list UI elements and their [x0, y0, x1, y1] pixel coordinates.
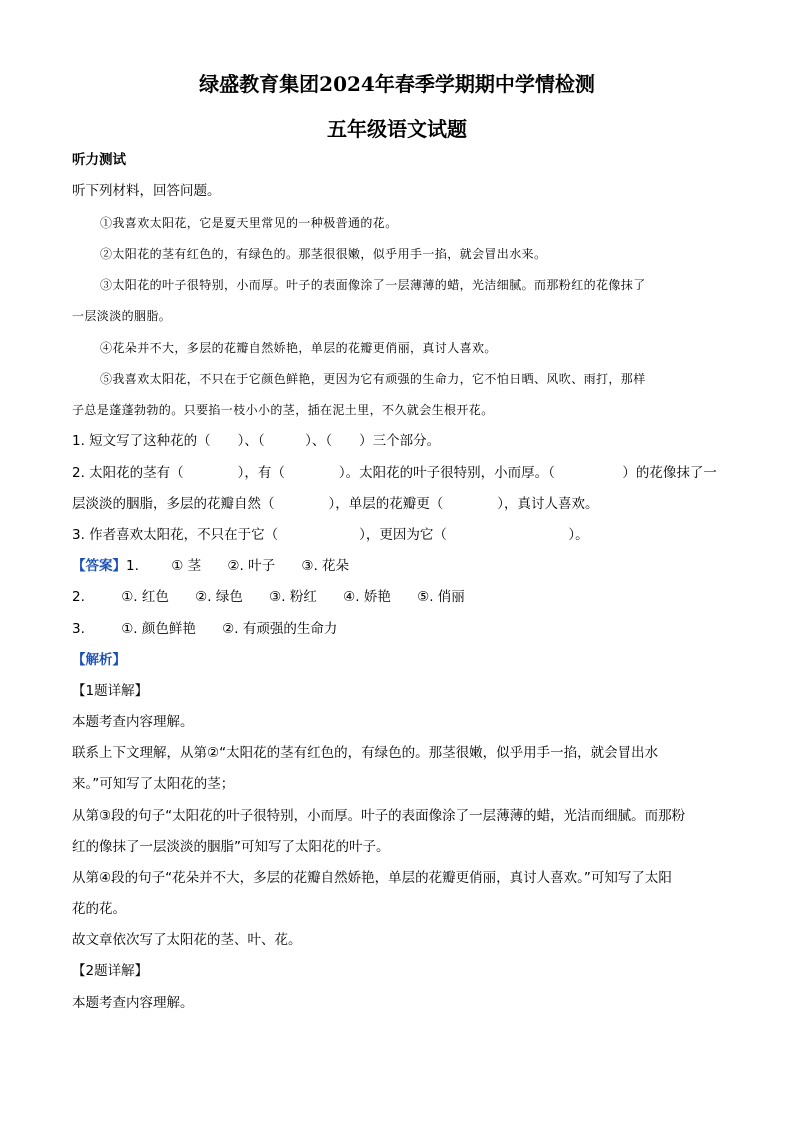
answer-item: ②. 有顽强的生命力: [222, 621, 338, 637]
answer-label: 【答案】: [72, 558, 126, 574]
passage-line: 一层淡淡的胭脂。: [72, 309, 172, 323]
question-1: 1. 短文写了这种花的（ ）、（ ）、（ ）三个部分。: [72, 433, 441, 449]
passage-line: ①我喜欢太阳花，它是夏天里常见的一种极普通的花。: [100, 216, 398, 230]
answer-item: ③. 花朵: [301, 558, 350, 574]
answer-item: ③. 粉红: [269, 589, 317, 605]
analysis-line: 本题考查内容理解。: [72, 714, 194, 730]
passage-line: ④花朵并不大，多层的花瓣自然娇艳，单层的花瓣更俏丽，真讨人喜欢。: [100, 341, 497, 355]
analysis-line: 从第③段的句子“太阳花的叶子很特别，小而厚。叶子的表面像涂了一层薄薄的蜡，光洁而细腻。而那粉: [72, 808, 686, 824]
analysis-line: 红的像抹了一层淡淡的胭脂”可知写了太阳花的叶子。: [72, 839, 390, 855]
answer-number: 2.: [72, 589, 85, 605]
answer-number: 1.: [126, 558, 139, 574]
analysis-line: 花的花。: [72, 901, 126, 917]
analysis-line: 【2题详解】: [72, 963, 149, 979]
analysis-line: 本题考查内容理解。: [72, 995, 194, 1011]
answer-item: ②. 绿色: [195, 589, 243, 605]
answer-row-2: [72, 587, 465, 607]
analysis-line: 从第④段的句子“花朵并不大，多层的花瓣自然娇艳，单层的花瓣更俏丽，真讨人喜欢。”可知写了太阳: [72, 870, 672, 886]
answer-row-1: [72, 556, 349, 576]
passage-line: ⑤我喜欢太阳花，不只在于它颜色鲜艳，更因为它有顽强的生命力，它不怕日晒、风吹、雨打，那样: [100, 372, 646, 386]
question-3: 3. 作者喜欢太阳花，不只在于它（ ），更因为它（ ）。: [72, 527, 589, 543]
answer-item: ①. 颜色鲜艳: [121, 621, 196, 637]
answer-row-3: [72, 619, 337, 639]
answer-item: ①. 红色: [121, 589, 169, 605]
question-2-continued: 层淡淡的胭脂，多层的花瓣自然（ ），单层的花瓣更（ ），真讨人喜欢。: [72, 496, 599, 512]
answer-item: ① 茎: [171, 558, 202, 574]
analysis-line: 联系上下文理解，从第②“太阳花的茎有红色的，有绿色的。那茎很嫩，似乎用手一掐，就会冒出水: [72, 745, 659, 761]
analysis-line: 来。”可知写了太阳花的茎；: [72, 776, 235, 792]
page-title: 绿盛教育集团2024年春季学期期中学情检测: [199, 72, 595, 96]
analysis-label: 【解析】: [72, 652, 126, 668]
passage-line: ②太阳花的茎有红色的，有绿色的。那茎很很嫩，似乎用手一掐，就会冒出水来。: [100, 247, 547, 261]
passage-line: ③太阳花的叶子很特别，小而厚。叶子的表面像涂了一层薄薄的蜡，光洁细腻。而那粉红的花像抹了: [100, 278, 646, 292]
passage-line: 子总是蓬蓬勃勃的。只要掐一枝小小的茎，插在泥土里，不久就会生根开花。: [72, 403, 494, 417]
analysis-line: 故文章依次写了太阳花的茎、叶、花。: [72, 932, 302, 948]
answer-item: ②. 叶子: [227, 558, 276, 574]
section-heading: 听力测试: [72, 152, 126, 168]
question-2: 2. 太阳花的茎有（ ），有（ ）。太阳花的叶子很特别，小而厚。（ ）的花像抹了一: [72, 465, 717, 481]
answer-number: 3.: [72, 621, 85, 637]
analysis-line: 【1题详解】: [72, 683, 149, 699]
instruction-text: 听下列材料，回答问题。: [72, 183, 221, 199]
answer-item: ⑤. 俏丽: [417, 589, 465, 605]
answer-item: ④. 娇艳: [343, 589, 391, 605]
page-subtitle: 五年级语文试题: [327, 117, 467, 141]
